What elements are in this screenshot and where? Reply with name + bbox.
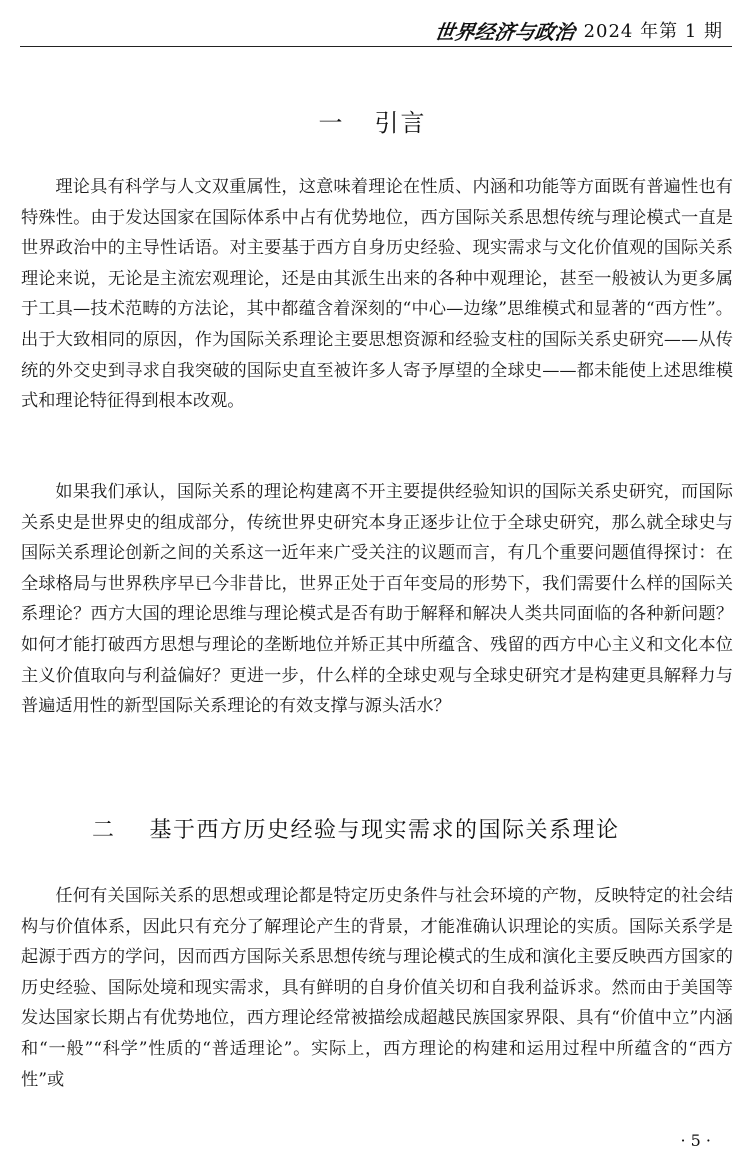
header-rule: [20, 46, 732, 47]
running-header: [0, 0, 745, 48]
section-number: 二: [92, 818, 116, 843]
journal-title-logo: 世界经济与政治: [433, 20, 577, 44]
page-number: · 5 ·: [680, 1131, 711, 1150]
paragraph: 理论具有科学与人文双重属性，这意味着理论在性质、内涵和功能等方面既有普遍性也有特殊性。由于发达国家在国际体系中占有优势地位，西方国际关系思想传统与理论模式一直是世界政治中的主导性话语。对主要基于西方自身历史经验、现实需求与文化价值观的国际关系理论来说，无论是主流宏观理论，还是由其派生出来的各种中观理论，甚至一般被认为更多属于工具—技术范畴的方法论，其中都蕴含着深刻的“中心—边缘”思维模式和显著的“西方性”。出于大致相同的原因，作为国际关系理论主要思想资源和经验支柱的国际关系史研究——从传统的外交史到寻求自我突破的国际史直至被许多人寄予厚望的全球史——都未能使上述思维模式和理论特征得到根本改观。: [21, 177, 733, 412]
section-number: 一: [318, 109, 345, 137]
paragraph: 任何有关国际关系的思想或理论都是特定历史条件与社会环境的产物，反映特定的社会结构与价值体系，因此只有充分了解理论产生的背景，才能准确认识理论的实质。国际关系学是起源于西方的学问，因而西方国际关系思想传统与理论模式的生成和演化主要反映西方国家的历史经验、国际处境和现实需求，具有鲜明的自身价值关切和自我利益诉求。然而由于美国等发达国家长期占有优势地位，西方理论经常被描绘成超越民族国家界限、具有“价值中立”内涵和“一般”“科学”性质的“普适理论”。实际上，西方理论的构建和运用过程中所蕴含的“西方性”或: [21, 886, 733, 1090]
section-title: 引言: [374, 109, 427, 137]
section-title: 基于西方历史经验与现实需求的国际关系理论: [149, 818, 620, 843]
issue-label: 2024 年第 1 期: [583, 21, 723, 42]
section-heading-1: [0, 103, 745, 138]
paragraph: 如果我们承认，国际关系的理论构建离不开主要提供经验知识的国际关系史研究，而国际关系史是世界史的组成部分，传统世界史研究本身正逐步让位于全球史研究，那么就全球史与国际关系理论创新之间的关系这一近年来广受关注的议题而言，有几个重要问题值得探讨：在全球格局与世界秩序早已今非昔比，世界正处于百年变局的形势下，我们需要什么样的国际关系理论？西方大国的理论思维与理论模式是否有助于解释和解决人类共同面临的各种新问题？如何才能打破西方思想与理论的垄断地位并矫正其中所蕴含、残留的西方中心主义和文化本位主义价值取向与利益偏好？更进一步，什么样的全球史观与全球史研究才是构建更具解释力与普遍适用性的新型国际关系理论的有效支撑与源头活水？: [21, 482, 733, 717]
section-heading-2: [92, 813, 732, 844]
